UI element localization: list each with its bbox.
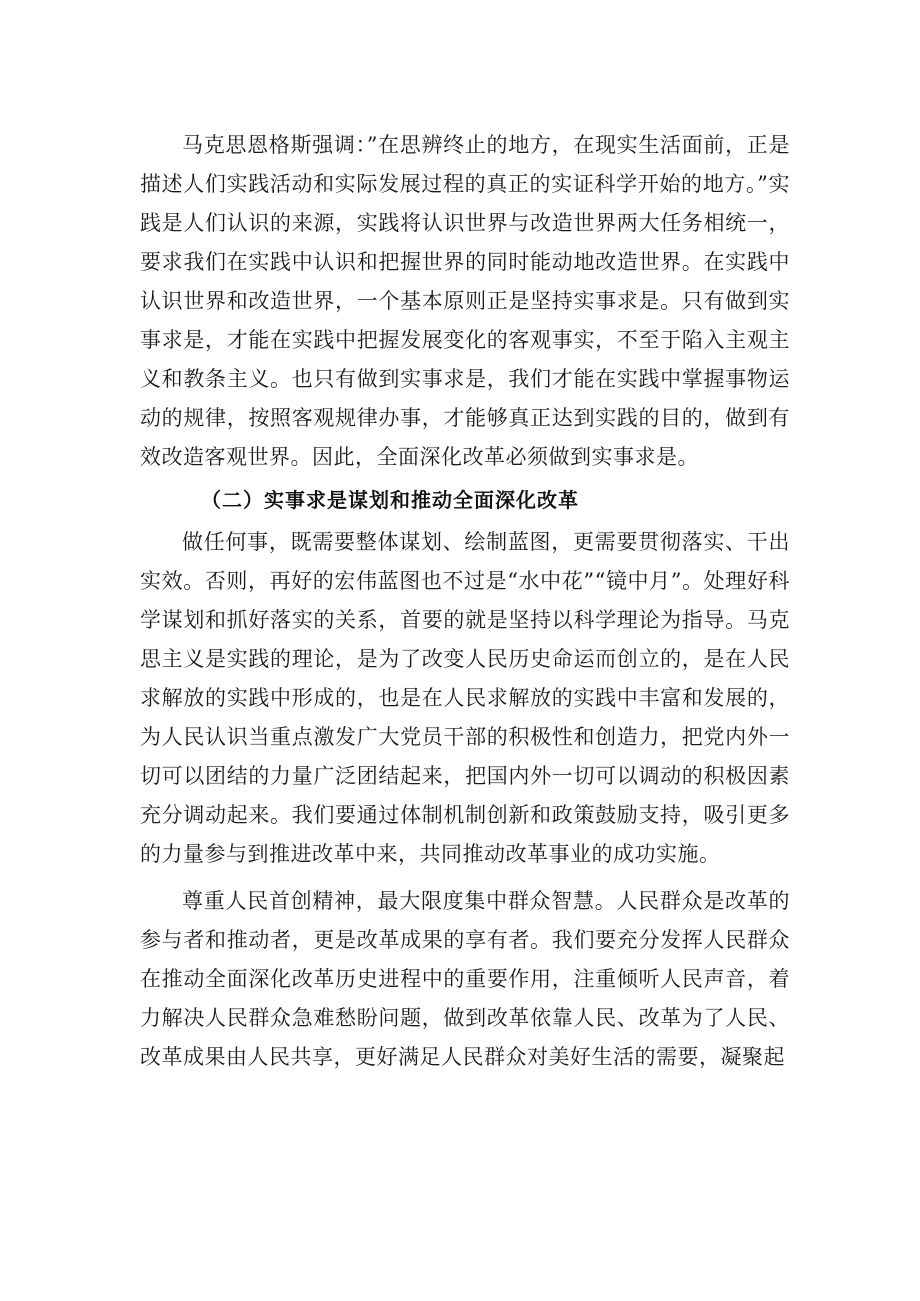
paragraph-spacer	[140, 874, 790, 882]
paragraph-planning-implementation: 做任何事，既需要整体谋划、绘制蓝图，更需要贯彻落实、干出实效。否则，再好的宏伟蓝图也不过是“水中花”“镜中月”。处理好科学谋划和抓好落实的关系，首要的就是坚持以科学理论为指导。马克思主义是实践的理论，是为了改变人民历史命运而创立的，是在人民求解放的实践中形成的，也是在人民求解放的实践中丰富和发展的，为人民认识当重点激发广大党员干部的积极性和创造力，把党内外一切可以团结的力量广泛团结起来，把国内外一切可以调动的积极因素充分调动起来。我们要通过体制机制创新和政策鼓励支持，吸引更多的力量参与到推进改革中来，共同推动改革事业的成功实施。	[140, 530, 790, 866]
paragraph-respect-people: 尊重人民首创精神，最大限度集中群众智慧。人民群众是改革的参与者和推动者，更是改革成果的享有者。我们要充分发挥人民群众在推动全面深化改革历史进程中的重要作用，注重倾听人民声音，着力解决人民群众急难愁盼问题，做到改革依靠人民、改革为了人民、改革成果由人民共享，更好满足人民群众对美好生活的需要，凝聚起	[140, 889, 790, 1069]
document-body	[140, 126, 790, 1077]
paragraph-practice-source: 马克思恩格斯强调：”在思辨终止的地方，在现实生活面前，正是描述人们实践活动和实际发展过程的真正的实证科学开始的地方。”实践是人们认识的来源，实践将认识世界与改造世界两大任务相统一，要求我们在实践中认识和把握世界的同时能动地改造世界。在实践中认识世界和改造世界，一个基本原则正是坚持实事求是。只有做到实事求是，才能在实践中把握发展变化的客观事实，不至于陷入主观主义和教条主义。也只有做到实事求是，我们才能在实践中掌握事物运动的规律，按照客观规律办事，才能够真正达到实践的目的，做到有效改造客观世界。因此，全面深化改革必须做到实事求是。	[140, 133, 790, 469]
section-heading: （二）实事求是谋划和推动全面深化改革	[201, 488, 579, 512]
